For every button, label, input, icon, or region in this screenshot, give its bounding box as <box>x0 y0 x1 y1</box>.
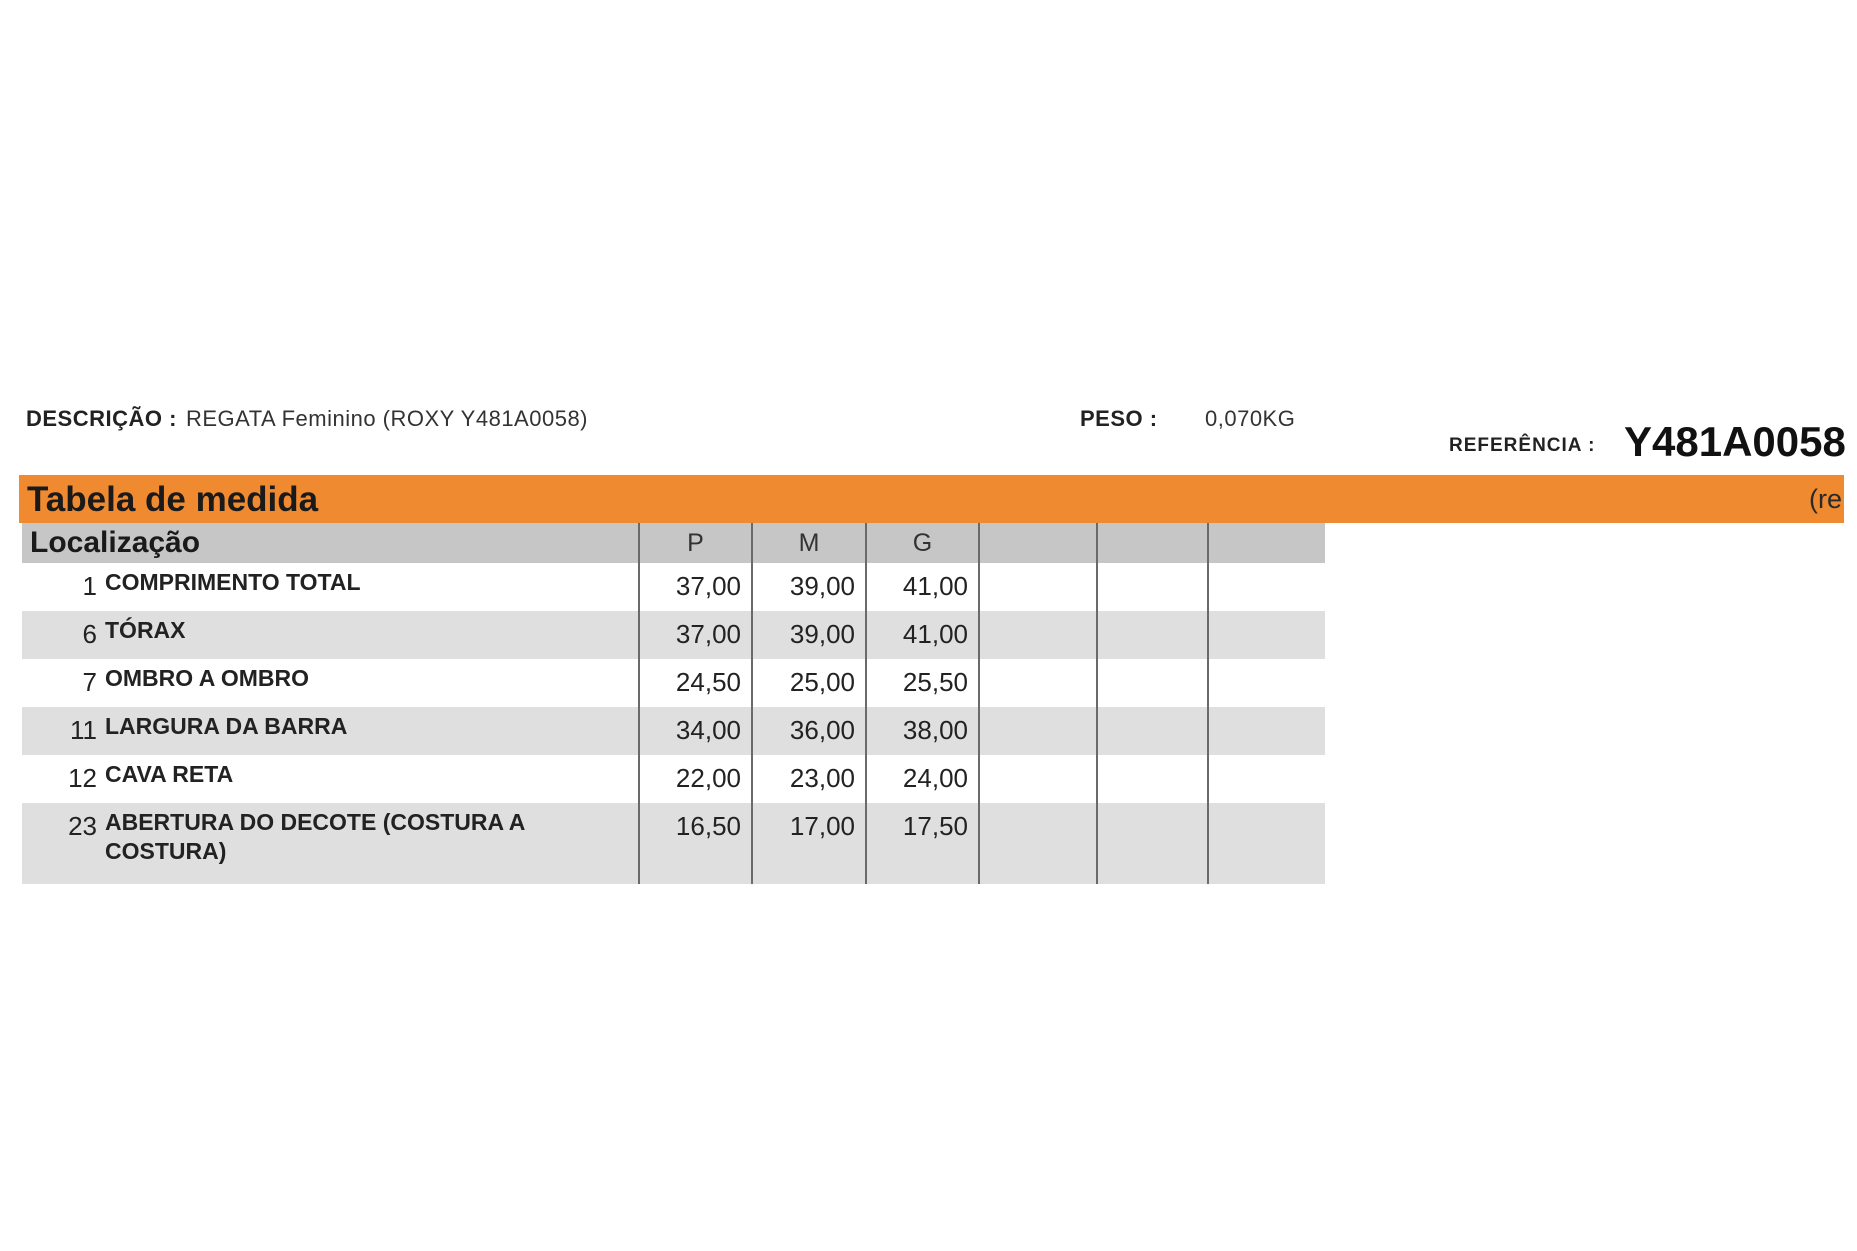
measure-value: 36,00 <box>752 707 866 755</box>
location-name: LARGURA DA BARRA <box>105 713 348 739</box>
measure-value <box>1208 659 1325 707</box>
measure-value: 34,00 <box>639 707 752 755</box>
size-header-empty <box>1097 523 1208 563</box>
descricao-label: DESCRIÇÃO : <box>26 406 177 431</box>
measure-value <box>979 803 1097 884</box>
measure-value <box>1097 707 1208 755</box>
location-cell <box>22 659 639 707</box>
location-name: OMBRO A OMBRO <box>105 665 310 691</box>
measure-value: 24,00 <box>866 755 979 803</box>
measure-value <box>979 659 1097 707</box>
measure-value: 37,00 <box>639 611 752 659</box>
title-note: (re <box>1809 484 1842 514</box>
measure-value: 38,00 <box>866 707 979 755</box>
table-row <box>22 563 1325 611</box>
measure-value: 37,00 <box>639 563 752 611</box>
size-header-empty <box>979 523 1097 563</box>
location-number: 12 <box>68 763 97 793</box>
measure-value: 41,00 <box>866 563 979 611</box>
table-header-row <box>22 523 1325 563</box>
size-header-empty <box>1208 523 1325 563</box>
measure-value <box>1208 611 1325 659</box>
measure-value <box>1097 755 1208 803</box>
measure-value <box>1208 803 1325 884</box>
location-name: ABERTURA DO DECOTE (COSTURA A COSTURA) <box>105 809 525 864</box>
size-header-g: G <box>866 523 979 563</box>
measure-value <box>1208 563 1325 611</box>
location-number: 6 <box>82 619 97 649</box>
measure-value <box>1097 659 1208 707</box>
measure-value <box>979 563 1097 611</box>
measure-value <box>1097 611 1208 659</box>
measure-value <box>1208 707 1325 755</box>
location-name: COMPRIMENTO TOTAL <box>105 569 361 595</box>
measure-value <box>1097 563 1208 611</box>
measure-value <box>979 707 1097 755</box>
measure-value <box>979 611 1097 659</box>
measure-value <box>1208 755 1325 803</box>
location-cell <box>22 755 639 803</box>
measure-value: 24,50 <box>639 659 752 707</box>
table-row <box>22 707 1325 755</box>
table-row <box>22 755 1325 803</box>
measurement-table <box>22 523 1325 884</box>
location-cell <box>22 803 639 884</box>
measure-value: 16,50 <box>639 803 752 884</box>
peso-value: 0,070KG <box>1205 406 1296 431</box>
location-number: 7 <box>82 667 97 697</box>
measure-value <box>1097 803 1208 884</box>
size-header-p: P <box>639 523 752 563</box>
referencia-label: REFERÊNCIA : <box>1449 435 1596 456</box>
peso-label: PESO : <box>1080 406 1158 431</box>
location-cell <box>22 611 639 659</box>
location-number: 1 <box>82 571 97 601</box>
table-row <box>22 659 1325 707</box>
measure-value: 25,00 <box>752 659 866 707</box>
measure-value: 25,50 <box>866 659 979 707</box>
measure-value: 17,50 <box>866 803 979 884</box>
measure-value <box>979 755 1097 803</box>
location-cell <box>22 563 639 611</box>
measure-value: 39,00 <box>752 611 866 659</box>
location-name: CAVA RETA <box>105 761 234 787</box>
header-info-line <box>0 398 1857 438</box>
location-header: Localização <box>22 523 639 563</box>
measure-value: 39,00 <box>752 563 866 611</box>
measure-value: 41,00 <box>866 611 979 659</box>
table-row <box>22 611 1325 659</box>
location-number: 23 <box>68 811 97 841</box>
location-cell <box>22 707 639 755</box>
measure-value: 17,00 <box>752 803 866 884</box>
table-row <box>22 803 1325 884</box>
table-title: Tabela de medida <box>27 480 319 519</box>
referencia-value: Y481A0058 <box>1624 418 1846 465</box>
size-header-m: M <box>752 523 866 563</box>
location-number: 11 <box>70 715 97 745</box>
descricao-value: REGATA Feminino (ROXY Y481A0058) <box>186 406 588 431</box>
measure-value: 22,00 <box>639 755 752 803</box>
title-bar <box>19 475 1844 523</box>
measure-value: 23,00 <box>752 755 866 803</box>
location-name: TÓRAX <box>105 617 186 643</box>
